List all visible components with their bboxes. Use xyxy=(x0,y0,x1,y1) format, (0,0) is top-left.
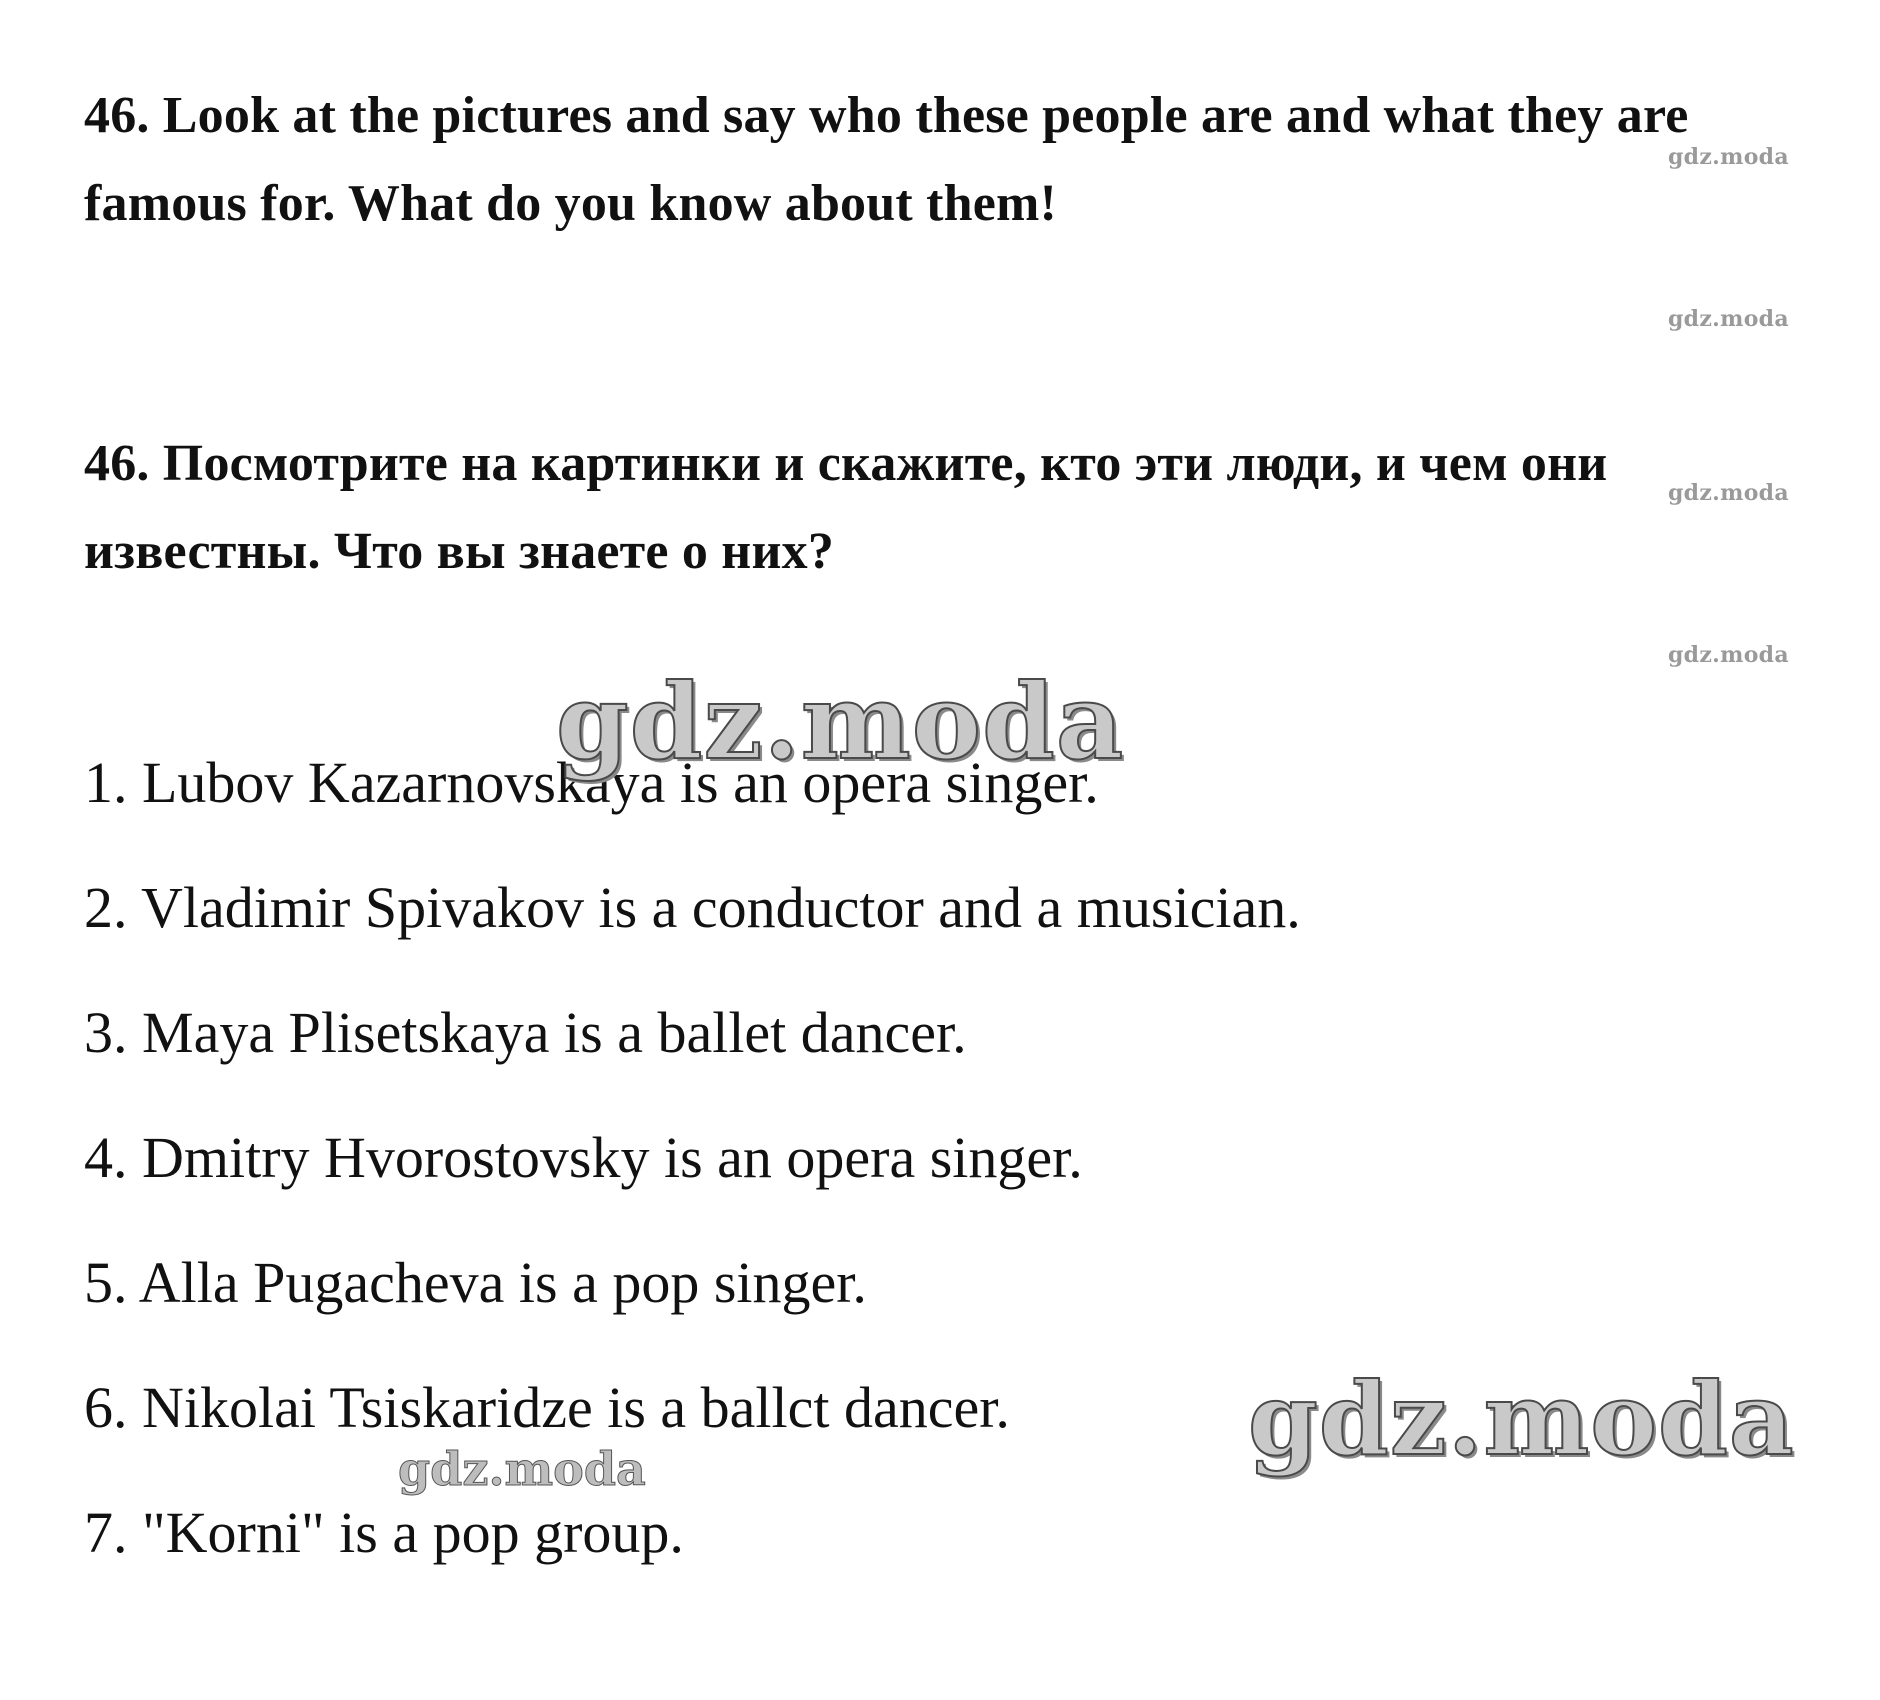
task-heading-english: 46. Look at the pictures and say who these people are and what they are famous for. What do you know about them! xyxy=(84,87,1689,232)
answer-item: 5. Alla Pugacheva is a pop singer. xyxy=(84,1250,867,1315)
watermark-medium: gdz.moda xyxy=(398,1442,646,1496)
answer-item: 1. Lubov Kazarnovskaya is an opera singer. xyxy=(84,750,1099,815)
answer-item: 3. Maya Plisetskaya is a ballet dancer. xyxy=(84,1000,967,1065)
answer-item: 7. "Korni" is a pop group. xyxy=(84,1500,684,1565)
answer-list xyxy=(84,752,1584,1627)
watermark-small: gdz.moda xyxy=(1668,480,1789,506)
watermark-small: gdz.moda xyxy=(1668,306,1789,332)
watermark-small: gdz.moda xyxy=(1668,642,1789,668)
task-heading-russian: 46. Посмотрите на картинки и скажите, кто эти люди, и чем они известны. Что вы знаете о них? xyxy=(84,435,1608,580)
watermark-small: gdz.moda xyxy=(1668,144,1789,170)
watermark-large: gdz.moda xyxy=(1248,1360,1795,1478)
watermark-large: gdz.moda xyxy=(556,660,1125,783)
answer-item: 2. Vladimir Spivakov is a conductor and a musician. xyxy=(84,875,1301,940)
answer-item: 4. Dmitry Hvorostovsky is an opera singer. xyxy=(84,1125,1083,1190)
answer-item: 6. Nikolai Tsiskaridze is a ballct dancer. xyxy=(84,1375,1010,1440)
